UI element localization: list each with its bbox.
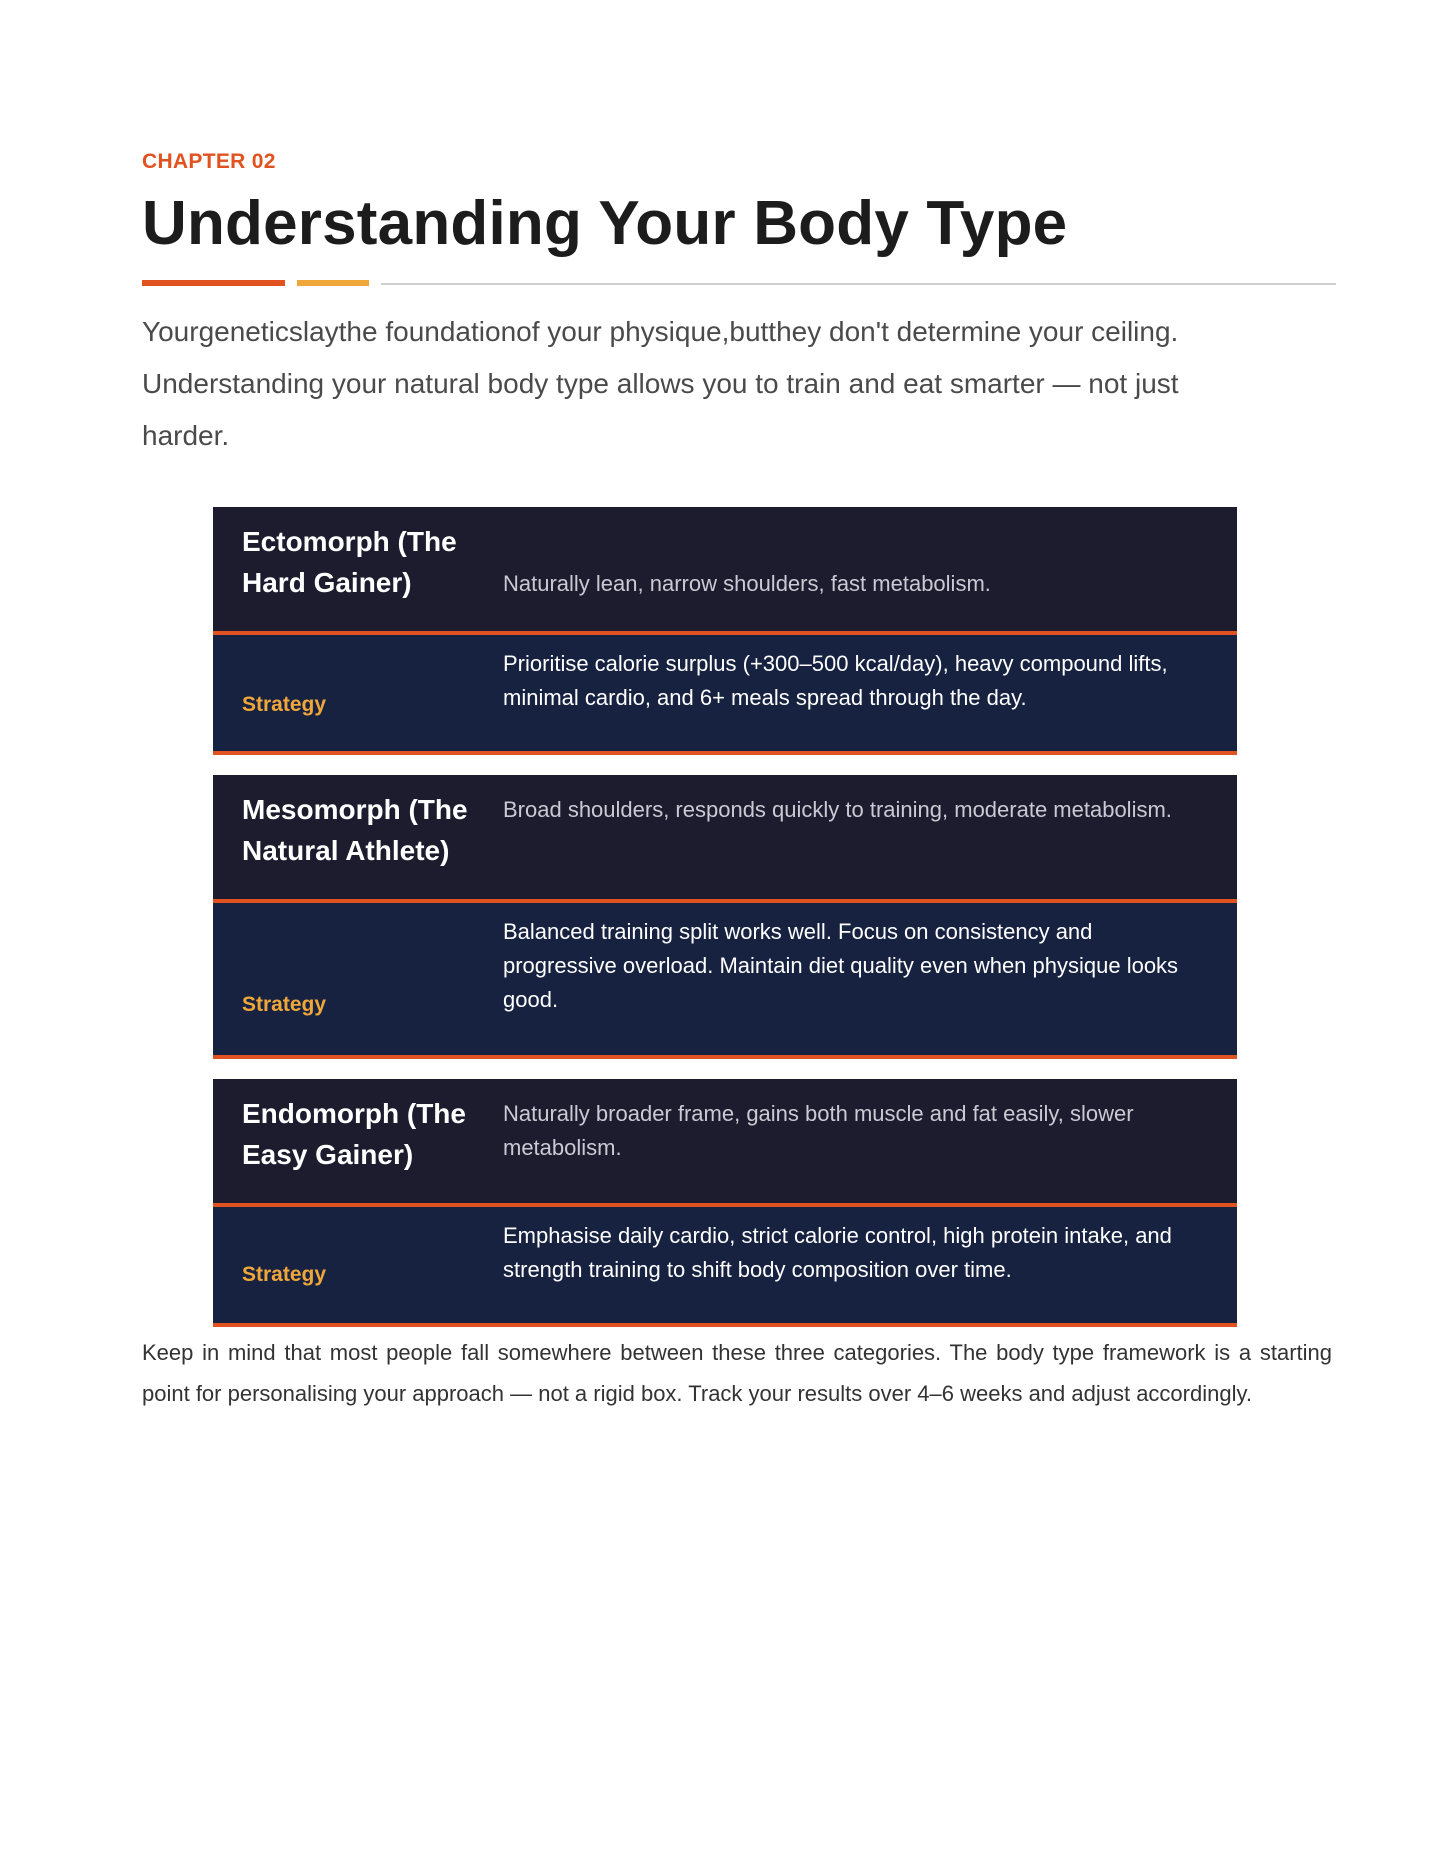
body-type-card bbox=[213, 775, 1237, 1059]
strategy-row bbox=[213, 635, 1237, 755]
strategy-label-cell bbox=[213, 635, 503, 751]
strategy-text-cell bbox=[503, 1207, 1237, 1323]
body-type-name: Mesomorph (The Natural Athlete) bbox=[242, 794, 468, 866]
chapter-label: CHAPTER 02 bbox=[142, 150, 276, 173]
body-type-description: Broad shoulders, responds quickly to training, moderate metabolism. bbox=[503, 797, 1172, 822]
body-type-card bbox=[213, 1079, 1237, 1327]
body-type-description-cell bbox=[503, 1079, 1237, 1203]
page-title: Understanding Your Body Type bbox=[142, 189, 1068, 258]
strategy-row bbox=[213, 903, 1237, 1059]
strategy-label-cell bbox=[213, 1207, 503, 1323]
strategy-label: Strategy bbox=[242, 993, 327, 1016]
body-type-name-cell bbox=[213, 775, 503, 899]
intro-paragraph: Yourgeneticslaythe foundationof your physique,butthey don't determine your ceiling. Understanding your natural body type allows you to train and eat smarter — not just harder. bbox=[142, 316, 1179, 451]
body-type-name-cell bbox=[213, 1079, 503, 1203]
strategy-label: Strategy bbox=[242, 1263, 327, 1286]
body-type-description-cell bbox=[503, 507, 1237, 631]
divider-secondary-bar bbox=[297, 280, 369, 286]
body-type-name-cell bbox=[213, 507, 503, 631]
divider-line bbox=[381, 283, 1336, 285]
title-divider bbox=[142, 280, 1336, 288]
strategy-text: Prioritise calorie surplus (+300–500 kcal/day), heavy compound lifts, minimal cardio, and 6+ meals spread through the day. bbox=[503, 651, 1168, 710]
closing-paragraph: Keep in mind that most people fall somewhere between these three categories. The body type framework is a starting point for personalising your approach — not a rigid box. Track your results over 4–6 weeks and adjust accordingly. bbox=[142, 1340, 1332, 1406]
body-type-name: Endomorph (The Easy Gainer) bbox=[242, 1098, 466, 1170]
body-type-row bbox=[213, 507, 1237, 635]
strategy-text: Balanced training split works well. Focus on consistency and progressive overload. Maintain diet quality even when physique looks good. bbox=[503, 919, 1179, 1012]
body-type-description: Naturally broader frame, gains both muscle and fat easily, slower metabolism. bbox=[503, 1101, 1134, 1160]
strategy-label-cell bbox=[213, 903, 503, 1055]
body-type-table bbox=[213, 507, 1237, 1327]
strategy-text-cell bbox=[503, 635, 1237, 751]
body-type-row bbox=[213, 1079, 1237, 1207]
divider-accent-bar bbox=[142, 280, 285, 286]
strategy-row bbox=[213, 1207, 1237, 1327]
strategy-label: Strategy bbox=[242, 693, 327, 716]
strategy-text: Emphasise daily cardio, strict calorie control, high protein intake, and strength training to shift body composition over time. bbox=[503, 1223, 1172, 1282]
body-type-description-cell bbox=[503, 775, 1237, 899]
body-type-name: Ectomorph (The Hard Gainer) bbox=[242, 526, 457, 598]
body-type-card bbox=[213, 507, 1237, 755]
strategy-text-cell bbox=[503, 903, 1237, 1055]
body-type-row bbox=[213, 775, 1237, 903]
chapter-header bbox=[142, 150, 1336, 462]
body-type-description: Naturally lean, narrow shoulders, fast metabolism. bbox=[503, 571, 991, 596]
